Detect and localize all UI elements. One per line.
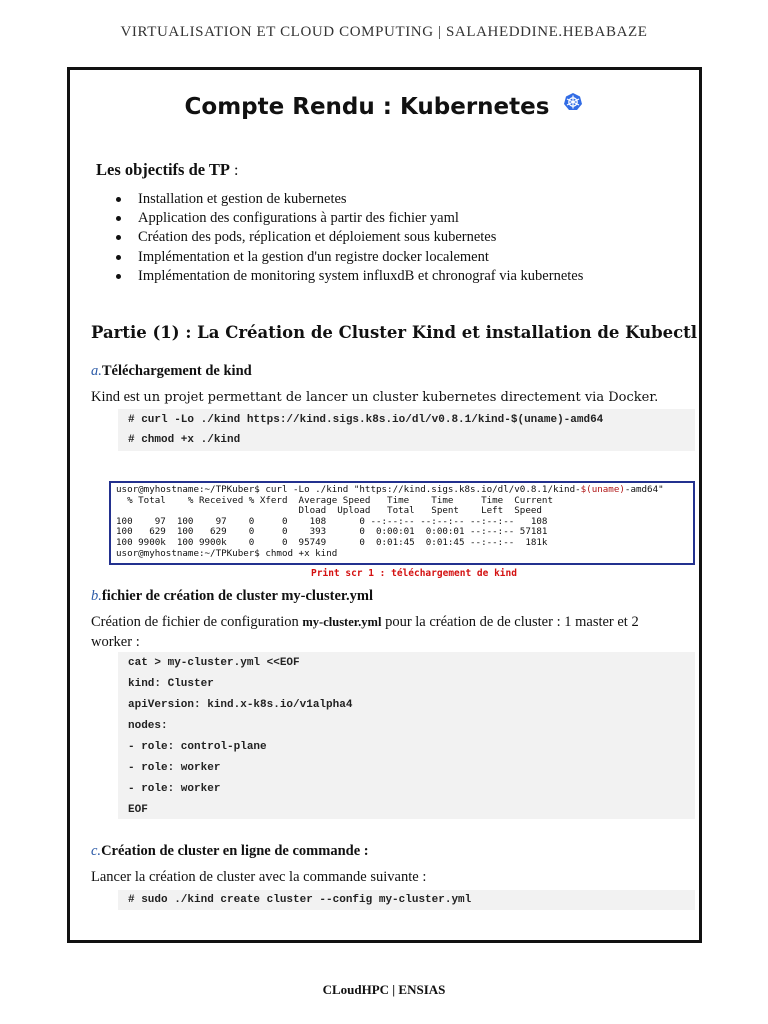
list-item xyxy=(116,190,583,209)
list-item xyxy=(116,228,583,247)
terminal-line: 100 9900k 100 9900k 0 0 95749 0 0:01:45 0:01:45 --:--:-- 181k xyxy=(116,536,548,548)
code-line: # sudo ./kind create cluster --config my-cluster.yml xyxy=(128,894,472,906)
subsection-letter: b. xyxy=(91,588,102,604)
list-item xyxy=(116,209,583,228)
paragraph-kind xyxy=(91,387,691,408)
subsection-letter: c. xyxy=(91,843,102,859)
code-block-yaml xyxy=(118,652,695,819)
page-footer: CLoudHPC | ENSIAS xyxy=(322,982,446,997)
list-item-text: Implémentation de monitoring system influxdB et chronograf via kubernetes xyxy=(138,267,584,284)
document-title xyxy=(0,92,768,120)
subsection-letter: a. xyxy=(91,363,102,379)
code-line: - role: worker xyxy=(128,762,221,774)
code-line: cat > my-cluster.yml <<EOF xyxy=(128,657,300,669)
subsection-title: fichier de création de cluster my-cluster.yml xyxy=(101,588,374,604)
list-item xyxy=(116,267,583,286)
terminal-text-red: $(uname) xyxy=(580,484,625,495)
terminal-text: -amd64" xyxy=(624,484,664,495)
terminal-line: 100 97 100 97 0 0 108 0 --:--:-- --:--:-- --:--:-- 108 xyxy=(116,515,548,527)
document-title-text: Compte Rendu : Kubernetes xyxy=(184,94,550,120)
section-heading-partie-1: Partie (1) : La Création de Cluster Kind et installation de Kubectl xyxy=(91,323,698,342)
paragraph-text: Kind est xyxy=(91,389,144,405)
paragraph-filename: my-cluster.yml xyxy=(302,615,382,629)
code-line: apiVersion: kind.x-k8s.io/v1alpha4 xyxy=(128,699,353,711)
bullet-icon xyxy=(116,255,121,260)
objectives-label: Les objectifs de TP xyxy=(96,160,230,179)
terminal-text: usor@myhostname:~/TPKuber$ curl -Lo ./kind "https://kind.sigs.k8s.io/dl/v0.8.1/kind- xyxy=(116,484,581,495)
code-block-create xyxy=(118,890,695,910)
list-item-text: Installation et gestion de kubernetes xyxy=(138,191,347,207)
kubernetes-icon xyxy=(563,92,583,112)
bullet-icon xyxy=(116,216,121,221)
objectives-list xyxy=(116,190,583,286)
page-header: VIRTUALISATION ET CLOUD COMPUTING | SALAHEDDINE.HEBABAZE xyxy=(120,24,648,40)
subsection-heading-c xyxy=(91,843,369,860)
terminal-line: % Total % Received % Xferd Average Speed Time Time Time Current xyxy=(116,494,553,506)
paragraph-config xyxy=(91,612,681,652)
objectives-heading xyxy=(96,160,238,180)
code-line: - role: worker xyxy=(128,783,221,795)
code-line: # curl -Lo ./kind https://kind.sigs.k8s.io/dl/v0.8.1/kind-$(uname)-amd64 xyxy=(128,414,604,426)
code-block-download xyxy=(118,409,695,451)
bullet-icon xyxy=(116,235,121,240)
code-line: kind: Cluster xyxy=(128,678,214,690)
terminal-line: Dload Upload Total Spent Left Speed xyxy=(116,505,542,517)
paragraph-command: Lancer la création de cluster avec la commande suivante : xyxy=(91,869,427,885)
list-item xyxy=(116,248,583,267)
terminal-screenshot xyxy=(109,481,695,565)
bullet-icon xyxy=(116,197,121,202)
list-item-text: Création des pods, réplication et déploiement sous kubernetes xyxy=(138,229,497,246)
subsection-title: Création de cluster en ligne de commande : xyxy=(101,843,369,859)
terminal-line: usor@myhostname:~/TPKuber$ chmod +x kind xyxy=(116,547,338,559)
paragraph-text: pour la création de de cluster : 1 master et 2 worker : xyxy=(91,614,639,650)
subsection-heading-a xyxy=(91,363,252,380)
paragraph-text: Création de fichier de configuration xyxy=(91,614,303,630)
terminal-line xyxy=(116,485,688,496)
figure-caption: Print scr 1 : téléchargement de kind xyxy=(311,568,517,579)
code-line: EOF xyxy=(128,804,148,816)
objectives-colon: : xyxy=(229,162,239,179)
subsection-title: Téléchargement de kind xyxy=(101,363,252,379)
code-line: nodes: xyxy=(128,720,168,732)
terminal-line: 100 629 100 629 0 0 393 0 0:00:01 0:00:01 --:--:-- 57181 xyxy=(116,526,548,538)
bullet-icon xyxy=(116,274,121,279)
paragraph-text-rest: un projet permettant de lancer un cluster kubernetes directement via Docker. xyxy=(143,390,659,405)
code-line: # chmod +x ./kind xyxy=(128,434,241,446)
list-item-text: Application des configurations à partir des fichier yaml xyxy=(138,210,459,227)
subsection-heading-b xyxy=(91,588,373,605)
list-item-text: Implémentation et la gestion d'un registre docker localement xyxy=(138,248,489,265)
code-line: - role: control-plane xyxy=(128,741,267,753)
